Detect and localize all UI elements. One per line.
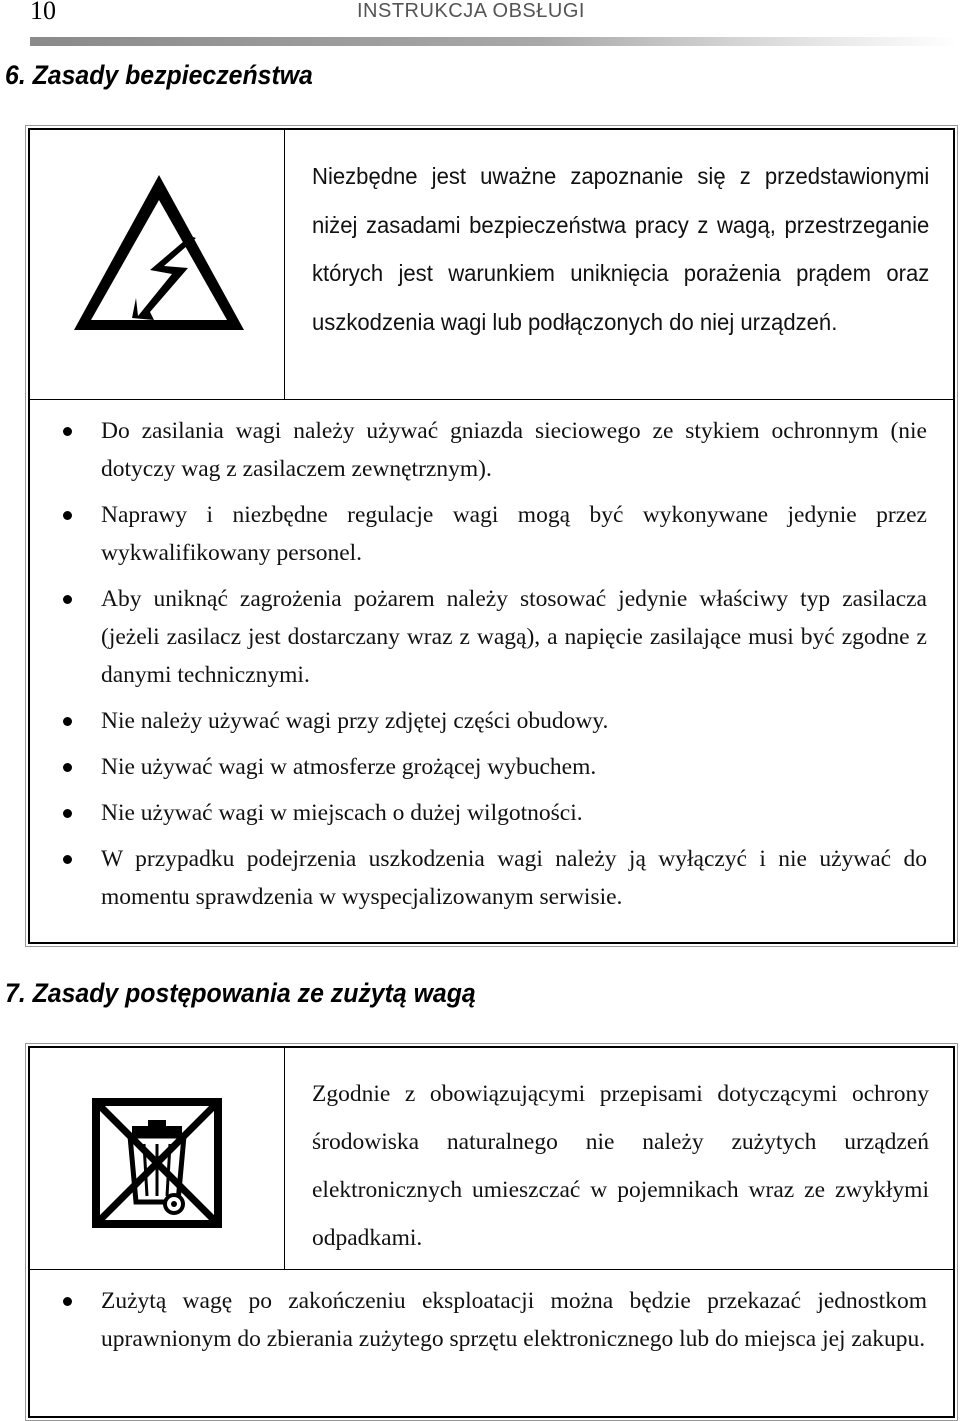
bullet-icon — [63, 763, 72, 772]
disposal-divider — [30, 1269, 953, 1270]
disposal-intro: Zgodnie z obowiązującymi przepisami dotyczącymi ochrony środowiska naturalnego nie należy zużytych urządzeń elektronicznych umieszczać w pojemnikach wraz ze zwykłymi odpadkami. — [312, 1081, 929, 1251]
list-item — [30, 748, 953, 786]
bullet-icon — [63, 809, 72, 818]
section-title-disposal: 7. Zasady postępowania ze zużytą wagą — [5, 978, 476, 1008]
bullet-icon — [63, 717, 72, 726]
list-item-text: Do zasilania wagi należy używać gniazda sieciowego ze stykiem ochronnym (nie dotyczy wag z zasilaczem zewnętrznym). — [101, 418, 927, 482]
section-title-safety: 6. Zasady bezpieczeństwa — [5, 60, 313, 90]
bullet-icon — [63, 1297, 72, 1306]
list-item-text: Aby uniknąć zagrożenia pożarem należy stosować jedynie właściwy typ zasilacza (jeżeli zasilacz jest dostarczany wraz z wagą), a napięcie zasilające musi być zgodne z danymi technicznymi. — [101, 586, 927, 688]
safety-divider — [30, 399, 953, 400]
disposal-icon-cell — [30, 1048, 285, 1270]
list-item — [30, 1282, 953, 1358]
header-rule — [30, 37, 958, 46]
list-item — [30, 580, 953, 694]
running-header: INSTRUKCJA OBSŁUGI — [357, 0, 585, 22]
list-item — [30, 794, 953, 832]
disposal-rules-list — [30, 1282, 953, 1366]
page-number: 10 — [30, 0, 56, 25]
list-item-text: Nie należy używać wagi przy zdjętej części obudowy. — [101, 708, 609, 734]
list-item-text: Naprawy i niezbędne regulacje wagi mogą być wykonywane jedynie przez wykwalifikowany personel. — [101, 502, 927, 566]
safety-icon-cell — [30, 130, 285, 400]
list-item-text: Nie używać wagi w atmosferze grożącej wybuchem. — [101, 754, 597, 780]
crossed-out-wheelie-bin-icon — [92, 1098, 222, 1228]
safety-box — [28, 128, 955, 944]
bullet-icon — [63, 595, 72, 604]
list-item — [30, 702, 953, 740]
bullet-icon — [63, 855, 72, 864]
list-item-text: Zużytą wagę po zakończeniu eksploatacji można będzie przekazać jednostkom uprawnionym do zbierania zużytego sprzętu elektronicznego lub do miejsca jej zakupu. — [101, 1288, 927, 1352]
list-item-text: W przypadku podejrzenia uszkodzenia wagi należy ją wyłączyć i nie używać do momentu sprawdzenia w wyspecjalizowanym serwisie. — [101, 846, 927, 910]
list-item — [30, 412, 953, 488]
list-item — [30, 496, 953, 572]
bullet-icon — [63, 511, 72, 520]
high-voltage-warning-icon — [72, 170, 252, 335]
safety-intro: Niezbędne jest uważne zapoznanie się z przedstawionymi niżej zasadami bezpieczeństwa pracy z wagą, przestrzeganie których jest warunkiem uniknięcia porażenia prądem oraz uszkodzenia wagi lub podłączonych do niej urządzeń. — [312, 163, 930, 335]
safety-rules-list — [30, 412, 953, 924]
disposal-box — [28, 1046, 955, 1418]
bullet-icon — [63, 427, 72, 436]
list-item-text: Nie używać wagi w miejscach o dużej wilgotności. — [101, 800, 583, 826]
list-item — [30, 840, 953, 916]
